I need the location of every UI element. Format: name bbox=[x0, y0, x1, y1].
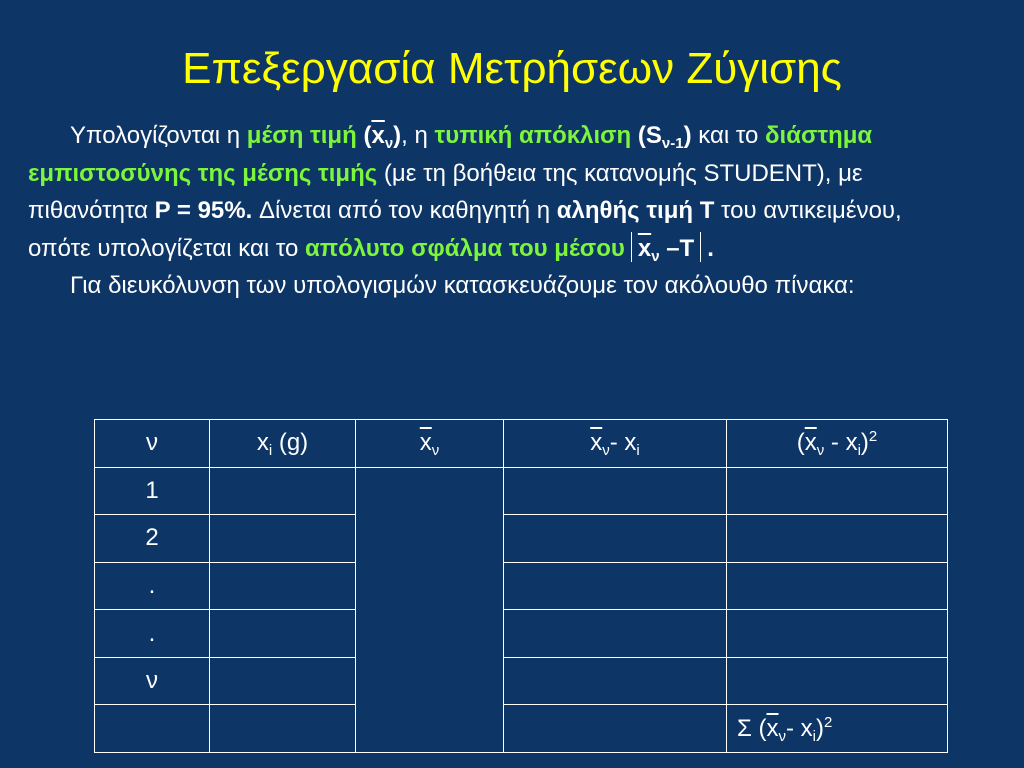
text-segment: –Τ bbox=[659, 234, 695, 262]
sum-xbar: $\overline{x}$ bbox=[766, 714, 779, 742]
text-segment: ( bbox=[356, 122, 372, 149]
header-xbar-symbol: $\overline{x}$ bbox=[419, 429, 432, 457]
term-mean: μέση τιμή bbox=[246, 122, 357, 149]
cell-diff bbox=[504, 610, 727, 658]
cell-diff bbox=[504, 657, 727, 705]
header-sq-subscript: ν bbox=[816, 442, 825, 460]
header-sq-power: 2 bbox=[868, 428, 878, 446]
sum-minus-x: - x bbox=[786, 714, 813, 742]
header-diff-subscript: ν bbox=[602, 442, 610, 460]
header-sq-xbar: $\overline{x}$ bbox=[804, 429, 817, 457]
cell-xi bbox=[210, 515, 356, 563]
sum-subscript: ν bbox=[778, 727, 786, 745]
cell-xi bbox=[210, 562, 356, 610]
row-label: 1 bbox=[95, 467, 210, 515]
table-sum-row bbox=[95, 705, 948, 753]
header-diff-xbar: $\overline{x}$ bbox=[590, 429, 603, 457]
header-xi-symbol: x bbox=[256, 429, 269, 457]
row-label-empty bbox=[95, 705, 210, 753]
header-diff-i: i bbox=[636, 442, 640, 460]
subscript-nu-1: ν-1 bbox=[661, 135, 684, 152]
row-label: . bbox=[95, 562, 210, 610]
header-sq-minus-x: - x bbox=[824, 429, 858, 457]
header-diff-minus-x: - x bbox=[609, 429, 637, 457]
cell-diff bbox=[504, 467, 727, 515]
cell-squared bbox=[727, 467, 948, 515]
cell-squared bbox=[727, 657, 948, 705]
term-std-deviation: τυπική απόκλιση bbox=[434, 122, 632, 149]
header-sq-i: i bbox=[857, 442, 861, 460]
table-row bbox=[95, 562, 948, 610]
text-segment: και το bbox=[691, 122, 765, 149]
symbol-xbar: $\overline{x}$ bbox=[371, 122, 385, 149]
table-row bbox=[95, 515, 948, 563]
table-header-row bbox=[95, 420, 948, 468]
paragraph-table-intro: Για διευκόλυνση των υπολογισμών κατασκευάζουμε τον ακόλουθο πίνακα: bbox=[70, 272, 855, 299]
cell-xi bbox=[210, 467, 356, 515]
cell-squared bbox=[727, 515, 948, 563]
text-segment: . bbox=[707, 234, 714, 262]
header-nu bbox=[95, 420, 210, 468]
abs-bar-left bbox=[631, 232, 632, 262]
cell-squared bbox=[727, 562, 948, 610]
text-segment: Δίνεται από τον καθηγητή η bbox=[252, 197, 557, 224]
text-segment: (με τη βοήθεια της κατανομής STUDENT), με πιθανότητα bbox=[28, 159, 863, 224]
probability-value: P = 95%. bbox=[154, 197, 253, 224]
header-sq-close: ) bbox=[860, 429, 869, 457]
cell-diff bbox=[504, 705, 727, 753]
text-segment: , η bbox=[401, 122, 435, 149]
table-row bbox=[95, 467, 948, 515]
paragraph-calculations bbox=[28, 117, 968, 267]
text-segment: του αντικειμένου, οπότε υπολογίζεται και το bbox=[28, 197, 902, 262]
sum-prefix: Σ ( bbox=[737, 714, 767, 742]
header-xi-unit: (g) bbox=[272, 429, 309, 457]
header-xbar bbox=[356, 420, 504, 468]
header-sq-open: ( bbox=[796, 429, 805, 457]
cell-squared bbox=[727, 610, 948, 658]
sum-power: 2 bbox=[824, 713, 833, 731]
header-squared bbox=[727, 420, 948, 468]
header-xi bbox=[210, 420, 356, 468]
row-label: ν bbox=[95, 657, 210, 705]
header-diff bbox=[504, 420, 727, 468]
table-row bbox=[95, 610, 948, 658]
subscript-nu: ν bbox=[651, 247, 660, 265]
row-label: 2 bbox=[95, 515, 210, 563]
term-absolute-error: απόλυτο σφάλμα του μέσου bbox=[305, 234, 625, 262]
text-segment: ) bbox=[393, 122, 402, 149]
table-row bbox=[95, 657, 948, 705]
cell-xbar-merged bbox=[356, 467, 504, 752]
cell-diff bbox=[504, 515, 727, 563]
symbol-xbar: $\overline{x}$ bbox=[637, 234, 652, 262]
text-segment: Υπολογίζονται η bbox=[70, 122, 247, 149]
symbol-s: (S bbox=[631, 122, 662, 149]
abs-bar-right bbox=[700, 232, 701, 262]
header-xi-subscript: i bbox=[268, 442, 273, 460]
cell-xi bbox=[210, 610, 356, 658]
cell-xi bbox=[210, 705, 356, 753]
row-label: . bbox=[95, 610, 210, 658]
cell-diff bbox=[504, 562, 727, 610]
header-nu-label: ν bbox=[146, 429, 158, 457]
measurements-table bbox=[94, 419, 948, 753]
subscript-nu: ν bbox=[384, 135, 394, 152]
cell-sum bbox=[727, 705, 948, 753]
cell-xi bbox=[210, 657, 356, 705]
slide-body bbox=[28, 117, 968, 305]
sum-close: ) bbox=[816, 714, 825, 742]
term-true-value: αληθής τιμή Τ bbox=[556, 197, 715, 224]
sum-i: i bbox=[812, 727, 817, 745]
slide-title: Επεξεργασία Μετρήσεων Ζύγισης bbox=[182, 44, 842, 93]
text-segment: ) bbox=[683, 122, 692, 149]
header-xbar-subscript: ν bbox=[431, 442, 440, 460]
term-confidence-interval: διάστημα εμπιστοσύνης της μέσης τιμής bbox=[28, 122, 873, 187]
